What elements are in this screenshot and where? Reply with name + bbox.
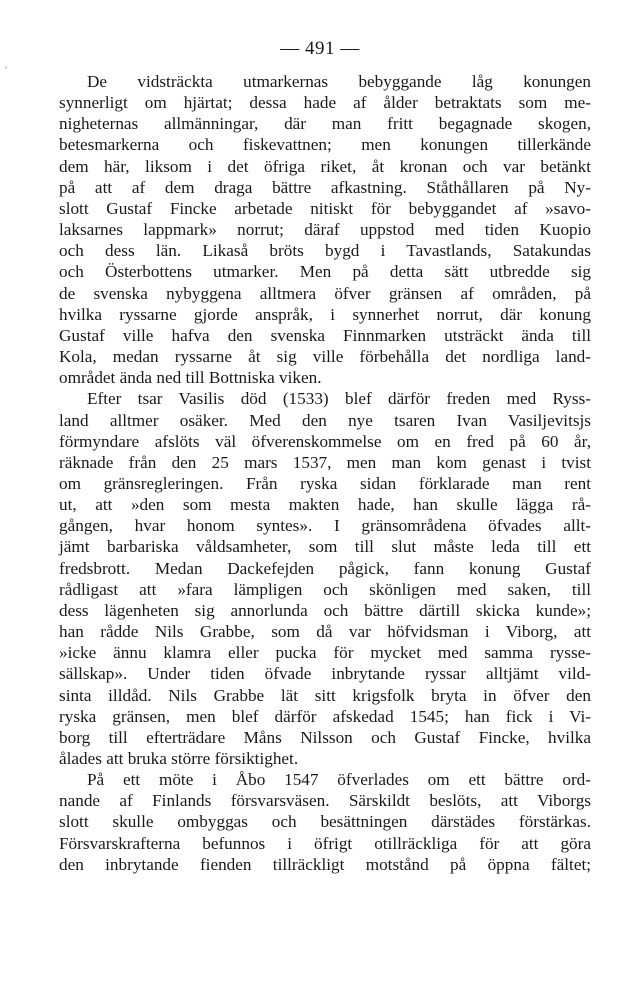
text-line: rådligast att »fara lämpligen och skönligen med saken, till xyxy=(59,579,591,599)
text-line: och dess län. Likaså bröts bygd i Tavastlands, Satakundas xyxy=(59,241,591,261)
text-line: om gränsregleringen. Från ryska sidan förklarade man rent xyxy=(59,473,591,493)
text-line: sällskap». Under tiden öfvade inbrytande ryssar alltjämt vild- xyxy=(59,664,591,684)
text-line: slott Gustaf Fincke arbetade nitiskt för bebyggandet af »savo- xyxy=(59,198,591,218)
text-line: De vidsträckta utmarkernas bebyggande låg konungen xyxy=(87,72,591,91)
text-line: På ett möte i Åbo 1547 öfverlades om ett bättre ord- xyxy=(87,770,591,790)
text-line: synnerligt om hjärtat; dessa hade af ålder betraktats som me- xyxy=(59,93,591,113)
text-line: ryska gränsen, men blef därför afskedad 1545; han fick i Vi- xyxy=(59,706,591,726)
text-line: laksarnes lappmark» norrut; däraf uppstod med tiden Kuopio xyxy=(59,220,591,240)
text-line: dess lägenheten sig annorlunda och bättre därtill skicka kunde»; xyxy=(59,600,591,620)
text-line: sinta illdåd. Nils Grabbe lät sitt krigsfolk bryta in öfver den xyxy=(59,685,591,705)
text-line: gången, hvar honom syntes». I gränsområdena öfvades allt- xyxy=(59,516,591,536)
text-line: Efter tsar Vasilis död (1533) blef därför freden med Ryss- xyxy=(87,389,591,409)
text-line: jämt barbariska våldsamheter, som till slut måste leda till ett xyxy=(59,537,591,557)
page-number: — 491 — xyxy=(280,38,360,59)
paragraph xyxy=(59,388,591,769)
text-line: Försvarskrafterna befunnos i öfrigt otillräckliga för att göra xyxy=(59,833,591,853)
text-line: nande af Finlands försvarsväsen. Särskildt beslöts, att Viborgs xyxy=(59,791,591,811)
text-line: förmyndare afslöts väl öfverenskommelse om en fred på 60 år, xyxy=(59,431,591,451)
text-line: betesmarkerna och fiskevattnen; men konungen tillerkände xyxy=(59,135,591,155)
text-line: Gustaf ville hafva den svenska Finnmarken utsträckt ända till xyxy=(59,325,591,345)
text-line: dem här, liksom i det öfriga riket, åt kronan och var betänkt xyxy=(59,156,591,176)
text-line: ålades att bruka större försiktighet. xyxy=(59,749,299,768)
margin-mark: ˌ xyxy=(4,55,8,69)
text-line: de svenska nybyggena alltmera öfver gränsen af områden, på xyxy=(59,283,591,303)
paragraph xyxy=(59,769,591,875)
text-line: området ända ned till Bottniska viken. xyxy=(59,368,322,388)
body-text xyxy=(59,71,591,875)
text-line: hvilka ryssarne gjorde anspråk, i synnerhet norrut, där konung xyxy=(59,304,591,324)
text-line: slott skulle ombyggas och besättningen därstädes förstärkas. xyxy=(59,812,591,832)
text-line: »icke ännu klamra eller pucka för mycket med samma ryssе- xyxy=(59,643,591,663)
text-line: på att af dem draga bättre afkastning. Ståthållaren på Ny- xyxy=(59,177,591,197)
text-line: land alltmer osäker. Med den nye tsaren Ivan Vasiljevitsjs xyxy=(59,410,591,430)
text-line: fredsbrott. Medan Dackefejden pågick, fann konung Gustaf xyxy=(59,558,591,578)
text-line: ut, att »den som mesta makten hade, han skulle lägga rå- xyxy=(59,495,591,515)
text-line: den inbrytande fienden tillräckligt motstånd på öppna fältet; xyxy=(59,854,591,874)
text-line: Kola, medan ryssarne åt sig ville förbehålla det nordliga land- xyxy=(59,347,591,367)
text-line: räknade från den 25 mars 1537, men man kom genast i tvist xyxy=(59,452,591,472)
text-line: nigheternas allmänningar, där man fritt begagnade skogen, xyxy=(59,114,591,134)
text-line: han rådde Nils Grabbe, som då var höfvidsman i Viborg, att xyxy=(59,622,591,642)
text-line: borg till efterträdare Måns Nilsson och Gustaf Fincke, hvilka xyxy=(59,727,591,747)
text-line: och Österbottens utmarker. Men på detta sätt utbredde sig xyxy=(59,262,591,282)
paragraph xyxy=(59,71,591,388)
